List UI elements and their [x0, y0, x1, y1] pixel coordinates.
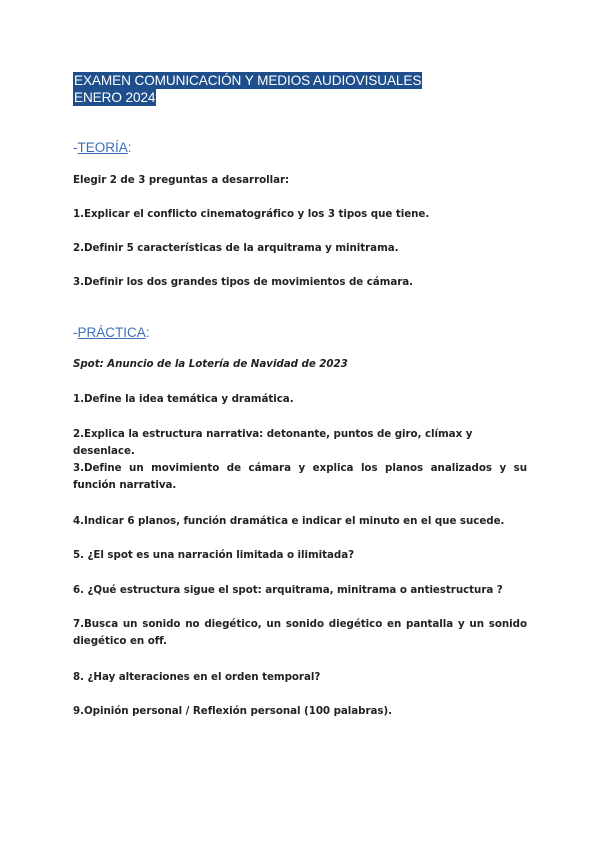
teoria-heading	[73, 140, 132, 155]
practica-question-3: 3.Define un movimiento de cámara y explica los planos analizados y su función narrativa.	[73, 462, 527, 491]
practica-heading-link[interactable]: PRÁCTICA	[77, 325, 146, 340]
practica-question-8: 8. ¿Hay alteraciones en el orden temporal?	[73, 671, 321, 683]
practica-question-4: 4.Indicar 6 planos, función dramática e indicar el minuto en el que sucede.	[73, 515, 505, 527]
exam-title-line-1: EXAMEN COMUNICACIÓN Y MEDIOS AUDIOVISUALES	[74, 73, 422, 88]
practica-heading-dash: -	[73, 325, 78, 340]
teoria-instruction: Elegir 2 de 3 preguntas a desarrollar:	[73, 174, 290, 186]
teoria-question-2: 2.Definir 5 características de la arquitrama y minitrama.	[73, 242, 399, 254]
practica-heading-colon: :	[145, 325, 150, 340]
practica-question-5: 5. ¿El spot es una narración limitada o ilimitada?	[73, 549, 355, 561]
practica-question-1: 1.Define la idea temática y dramática.	[73, 393, 294, 405]
practica-question-6: 6. ¿Qué estructura sigue el spot: arquitrama, minitrama o antiestructura ?	[73, 584, 503, 596]
exam-title-line-2: ENERO 2024	[74, 90, 156, 105]
practica-spot-title: Spot: Anuncio de la Lotería de Navidad de 2023	[73, 358, 348, 370]
practica-question-7: 7.Busca un sonido no diegético, un sonido diegético en pantalla y un sonido diegético en off.	[73, 618, 527, 647]
teoria-question-1: 1.Explicar el conflicto cinematográfico y los 3 tipos que tiene.	[73, 208, 430, 220]
teoria-heading-dash: -	[73, 140, 78, 155]
teoria-heading-colon: :	[127, 140, 132, 155]
practica-question-9: 9.Opinión personal / Reflexión personal (100 palabras).	[73, 705, 393, 717]
teoria-heading-link[interactable]: TEORÍA	[77, 140, 128, 155]
teoria-question-3: 3.Definir los dos grandes tipos de movimientos de cámara.	[73, 276, 414, 288]
practica-question-2: 2.Explica la estructura narrativa: detonante, puntos de giro, clímax y desenlace.	[73, 428, 473, 457]
practica-heading	[73, 325, 150, 340]
exam-title	[73, 72, 422, 106]
